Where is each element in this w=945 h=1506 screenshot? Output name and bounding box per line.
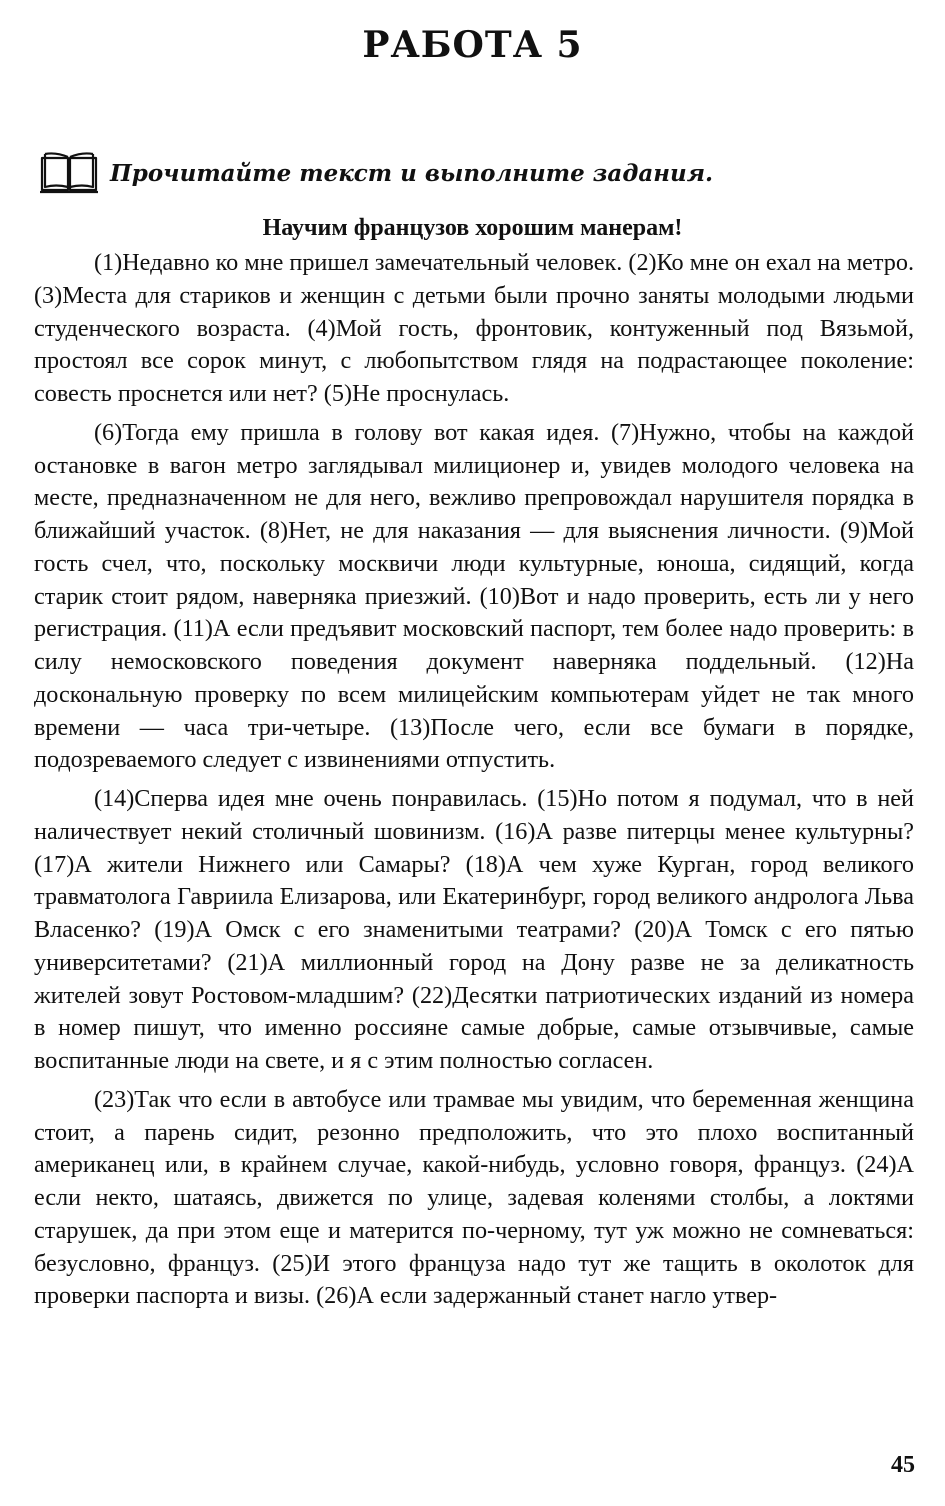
instruction-text: Прочитайте текст и выполните задания. <box>110 159 714 187</box>
paragraph: (1)Недавно ко мне пришел замечательный человек. (2)Ко мне он ехал на метро. (3)Места для стариков и женщин с детьми были прочно заняты молодыми людьми студенческого возраста. (4)Мой гость, фронтовик, контуженный под Вязьмой, простоял все сорок минут, с любопытством глядя на подрастающее поколение: совесть проснется или нет? (5)Не проснулась. <box>34 249 914 407</box>
body-text <box>34 247 914 1313</box>
page-number: 45 <box>891 1452 915 1478</box>
page-title: РАБОТА 5 <box>362 24 583 66</box>
paragraph: (6)Тогда ему пришла в голову вот какая идея. (7)Нужно, чтобы на каждой остановке в вагон метро заглядывал милиционер и, увидев молодого человека на месте, предназначенном не для него, вежливо препровождал нарушителя порядка в ближайший участок. (8)Нет, не для наказания — для выяснения личности. (9)Мой гость счел, что, поскольку москвичи люди культурные, юноша, сидящий, когда старик стоит рядом, наверняка приезжий. (10)Вот и надо проверить, есть ли у него регистрация. (11)А если предъявит московский паспорт, тем более надо проверить: в силу немосковского поведения документ наверняка поддельный. (12)На доскональную проверку по всем милицейским компьютерам уйдет не так много времени — часа три-четыре. (13)После чего, если все бумаги в порядке, подозреваемого следует с извинениями отпустить. <box>34 418 914 774</box>
paragraph: (14)Сперва идея мне очень понравилась. (15)Но потом я подумал, что в ней наличествует некий столичный шовинизм. (16)А разве питерцы менее культурны? (17)А жители Нижнего или Самары? (18)А чем хуже Курган, город великого травматолога Гавриила Елизарова, или Екатеринбург, город великого андролога Льва Власенко? (19)А Омск с его знаменитыми театрами? (20)А Томск с его пятью университетами? (21)А миллионный город на Дону разве не за деликатность жителей зовут Ростовом-младшим? (22)Десятки патриотических изданий из номера в номер пишут, что именно россияне самые добрые, самые отзывчивые, самые воспитанные люди на свете, и я с этим полностью согласен. <box>34 785 914 1074</box>
paragraph: (23)Так что если в автобусе или трамвае мы увидим, что беременная женщина стоит, а парень сидит, резонно предположить, что это плохо воспитанный американец или, в крайнем случае, какой-нибудь, условно говоря, француз. (24)А если некто, шатаясь, движется по улице, задевая коленями столбы, а локтями старушек, да при этом еще и матерится по-черному, тут уж можно не сомневаться: безусловно, француз. (25)И этого француза надо тут же тащить в околоток для проверки паспорта и визы. (26)А если задержанный станет нагло утвер- <box>34 1085 914 1310</box>
open-book-icon <box>38 150 100 196</box>
instruction <box>38 150 713 196</box>
text-title: Научим французов хорошим манерам! <box>262 215 683 241</box>
